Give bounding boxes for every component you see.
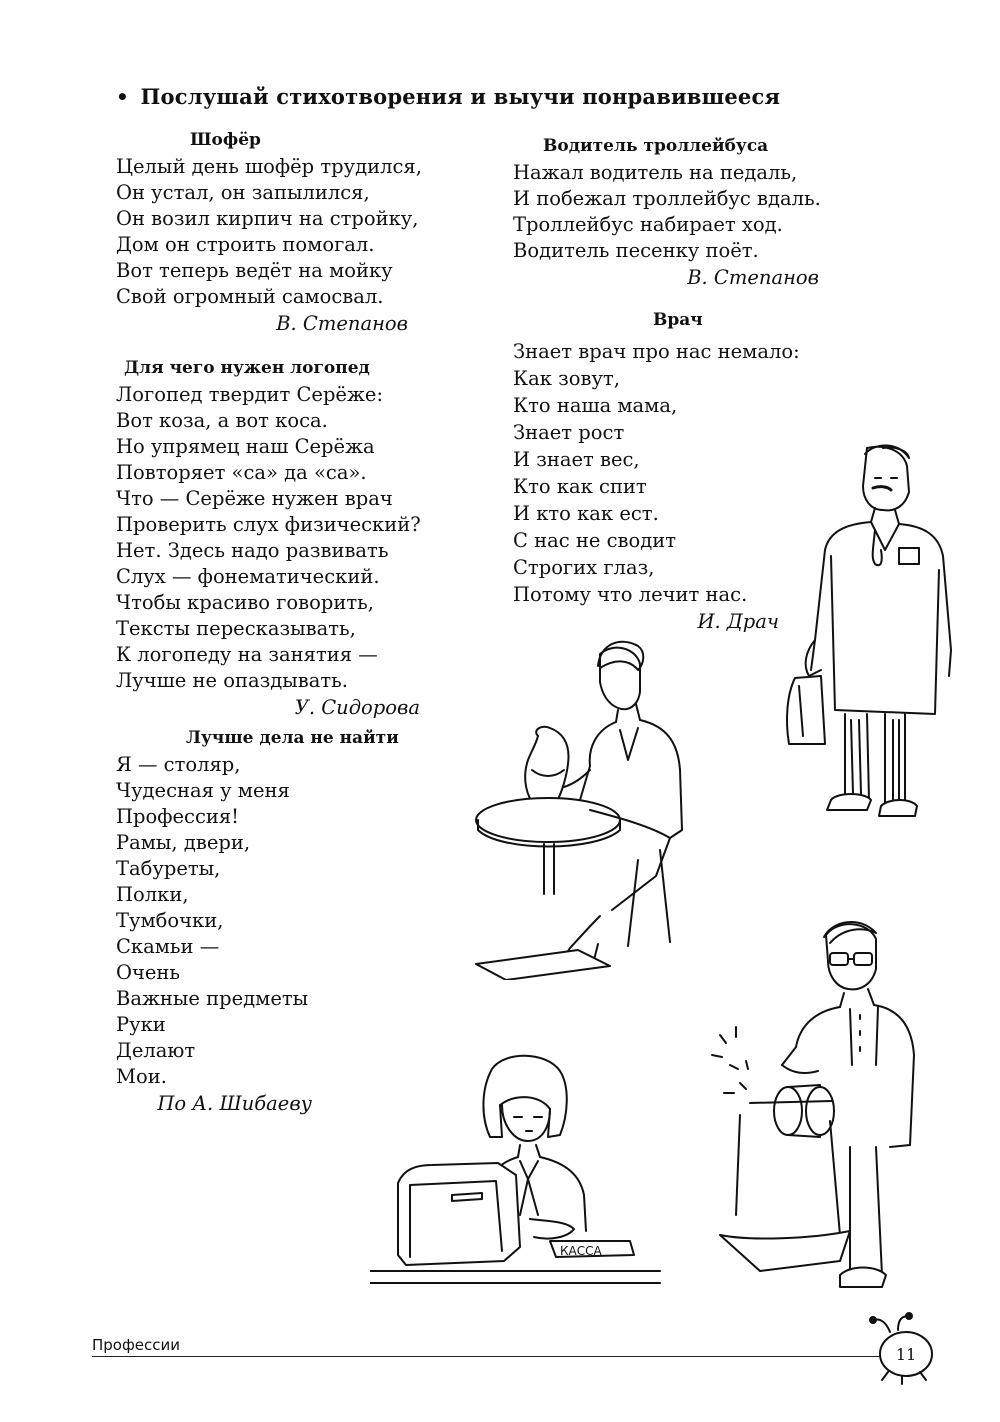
poem-line: Троллейбус набирает ход. [513,213,783,236]
poem-line: Я — столяр, [116,753,241,776]
potter-illustration [470,630,700,980]
grinder-illustration [700,915,930,1305]
poem-author: И. Драч [697,610,779,633]
poem-line: Но упрямец наш Серёжа [116,435,375,458]
poem-shofer [116,128,422,338]
poem-line: Он устал, он запылился, [116,181,370,204]
poem-line: Очень [116,961,181,984]
poem-line: Тумбочки, [116,909,224,932]
poem-line: Водитель песенку поёт. [513,239,759,262]
poem-line: Кто как спит [513,475,647,498]
poem-line: Кто наша мама, [513,394,678,417]
poem-line: Скамьи — [116,935,220,958]
poem-line: Делают [116,1039,196,1062]
poem-author: В. Степанов [687,266,819,289]
poem-line: Нажал водитель на педаль, [513,161,798,184]
poem-title: Шофёр [190,130,261,150]
doctor-illustration [775,440,955,820]
poem-line: Мои. [116,1065,167,1088]
poem-line: Чтобы красиво говорить, [116,591,374,614]
poem-author: По А. Шибаеву [157,1092,312,1115]
poem-line: Логопед твердит Серёже: [116,383,384,406]
poem-line: Лучше не опаздывать. [116,669,348,692]
poem-trolleybus [513,134,833,292]
poem-line: Тексты пересказывать, [116,617,356,640]
poem-line: И знает вес, [513,448,640,471]
poem-line: Полки, [116,883,189,906]
poem-line: Важные предметы [116,987,309,1010]
poem-line: Руки [116,1013,166,1036]
register-sign-text: КАССА [560,1244,602,1258]
poem-line: Что — Серёже нужен врач [116,487,393,510]
poem-line: Нет. Здесь надо развивать [116,539,389,562]
poem-line: Как зовут, [513,367,620,390]
page-heading [116,84,916,109]
poem-line: Он возил кирпич на стройку, [116,207,419,230]
page-number: 11 [895,1345,917,1364]
poem-author: У. Сидорова [294,696,420,719]
poem-line: Слух — фонематический. [116,565,380,588]
poem-vrach [513,308,813,636]
poem-line: Потому что лечит нас. [513,583,748,606]
poem-title: Для чего нужен логопед [124,358,370,378]
poem-title: Врач [653,310,703,330]
poem-line: Знает врач про нас немало: [513,340,800,363]
poem-line: Дом он строить помогал. [116,233,375,256]
poem-title: Водитель троллейбуса [543,136,769,156]
poem-line: К логопеду на занятия — [116,643,378,666]
footer-divider [92,1356,884,1357]
poem-line: Рамы, двери, [116,831,251,854]
poem-line: Табуреты, [116,857,221,880]
heading-text: Послушай стихотворения и выучи понравившееся [140,84,781,109]
poem-line: Профессия! [116,805,240,828]
poem-line: Вот теперь ведёт на мойку [116,259,393,282]
poem-line: Знает рост [513,421,625,444]
poem-logoped [116,356,426,722]
poem-line: Целый день шофёр трудился, [116,155,422,178]
poem-line: И побежал троллейбус вдаль. [513,187,821,210]
page-number-bug-icon [862,1310,942,1390]
poem-author: В. Степанов [276,312,408,335]
poem-line: Строгих глаз, [513,556,655,579]
poem-line: И кто как ест. [513,502,659,525]
poem-title: Лучше дела не найти [186,728,399,748]
poem-line: Повторяет «са» да «са». [116,461,367,484]
heading-bullet: • [116,85,129,109]
poem-line: Вот коза, а вот коса. [116,409,328,432]
cashier-illustration [370,1045,670,1295]
poem-line: С нас не сводит [513,529,677,552]
poem-line: Проверить слух физический? [116,513,421,536]
poem-line: Свой огромный самосвал. [116,285,384,308]
poem-line: Чудесная у меня [116,779,290,802]
footer-section-label: Профессии [92,1336,181,1354]
